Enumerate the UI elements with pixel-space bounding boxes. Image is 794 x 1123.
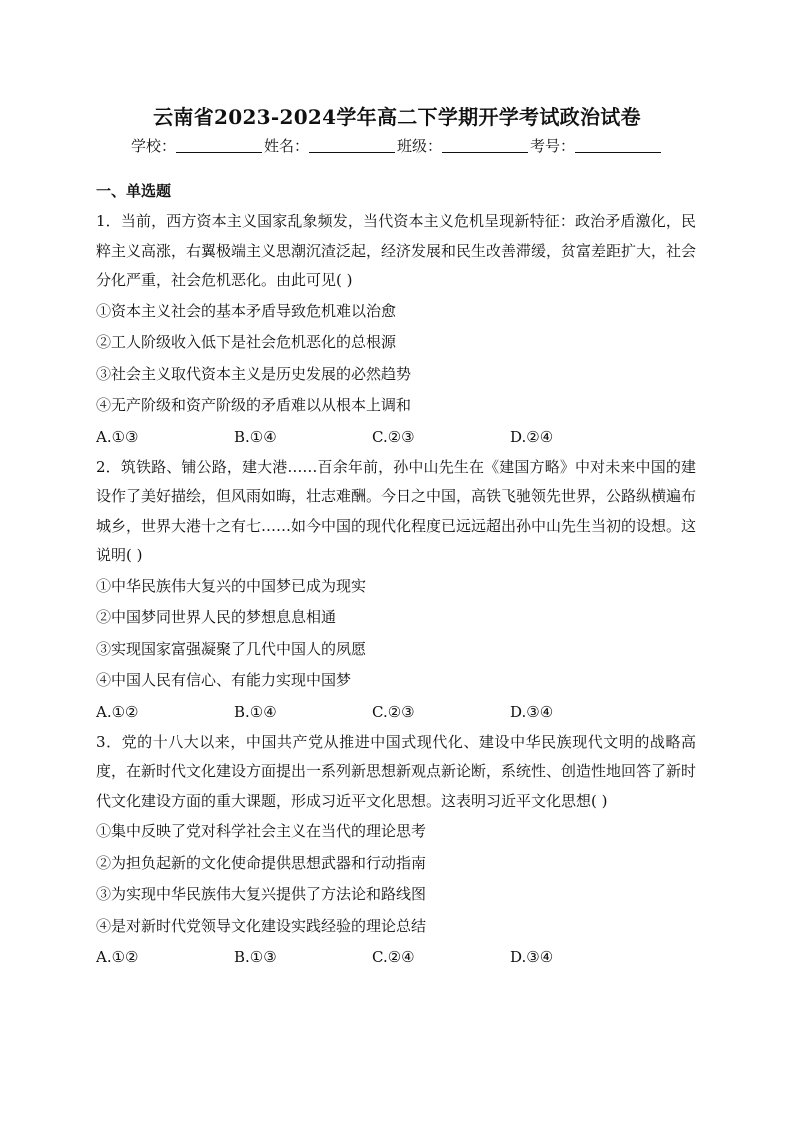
question-stem: 1．当前，西方资本主义国家乱象频发，当代资本主义危机呈现新特征：政治矛盾激化，民粹主义高涨，右翼极端主义思潮沉渣泛起，经济发展和民生改善滞缓，贫富差距扩大，社会分化严重，社会危机恶化。由此可见( ) [96,212,697,289]
class-label: 班级： [397,137,443,155]
statement-option: ④无产阶级和资产阶级的矛盾难以从根本上调和 [96,396,412,414]
choice-c[interactable]: C.②③ [372,702,415,721]
exam-content [96,181,696,973]
statement-option: ③为实现中华民族伟大复兴提供了方法论和路线图 [96,885,427,903]
choice-a[interactable]: A.①② [96,948,139,966]
school-label: 学校： [130,137,176,155]
choice-b[interactable]: B.①③ [234,948,277,966]
answer-choices [96,422,696,453]
choice-a[interactable]: A.①② [96,702,139,721]
name-blank[interactable] [309,138,395,153]
page-title: 云南省2023-2024学年高二下学期开学考试政治试卷 [153,105,641,129]
statement-option: ②工人阶级收入低下是社会危机恶化的总根源 [96,333,397,351]
statement-option: ②为担负起新的文化使命提供思想武器和行动指南 [96,853,427,872]
student-info-line [0,135,794,156]
statement-option: ②中国梦同世界人民的梦想息息相通 [96,608,337,626]
section-heading: 一、单选题 [96,182,172,200]
number-label: 考号： [530,137,576,155]
choice-c[interactable]: C.②④ [372,948,415,966]
number-blank[interactable] [575,138,661,153]
number-field [530,135,663,156]
statement-option: ③社会主义取代资本主义是历史发展的必然趋势 [96,364,412,383]
statement-option: ③实现国家富强凝聚了几代中国人的夙愿 [96,639,367,658]
choice-d[interactable]: D.③④ [510,948,554,966]
answer-choices [96,942,696,973]
question-1 [96,207,696,453]
question-2 [96,453,696,728]
statement-option: ①资本主义社会的基本矛盾导致危机难以治愈 [96,301,397,320]
choice-d[interactable]: D.②④ [510,427,554,446]
statement-option: ④中国人民有信心、有能力实现中国梦 [96,671,352,689]
school-blank[interactable] [176,138,262,153]
answer-choices [96,697,696,728]
choice-b[interactable]: B.①④ [234,702,277,721]
statement-option: ①集中反映了党对科学社会主义在当代的理论思考 [96,822,427,840]
school-field [131,135,264,156]
statement-option: ①中华民族伟大复兴的中国梦已成为现实 [96,576,367,595]
class-field [397,135,530,156]
question-stem: 2．筑铁路、铺公路，建大港……百余年前，孙中山先生在《建国方略》中对未来中国的建设作了美好描绘，但风雨如晦，壮志难酬。今日之中国，高铁飞驰领先世界，公路纵横遍布城乡，世界大港十之有七……如今中国的现代化程度已远远超出孙中山先生当初的设想。这说明( ) [96,457,697,564]
statement-option: ④是对新时代党领导文化建设实践经验的理论总结 [96,916,427,935]
name-field [264,135,397,156]
name-label: 姓名： [263,137,309,155]
question-stem: 3．党的十八大以来，中国共产党从推进中国式现代化、建设中华民族现代文明的战略高度，在新时代文化建设方面提出一系列新思想新观点新论断，系统性、创造性地回答了新时代文化建设方面的重大课题，形成习近平文化思想。这表明习近平文化思想( ) [96,732,697,810]
choice-b[interactable]: B.①④ [234,427,277,446]
class-blank[interactable] [442,138,528,153]
choice-d[interactable]: D.③④ [510,702,554,721]
choice-c[interactable]: C.②③ [372,427,415,446]
choice-a[interactable]: A.①③ [96,427,139,446]
question-3 [96,728,696,974]
